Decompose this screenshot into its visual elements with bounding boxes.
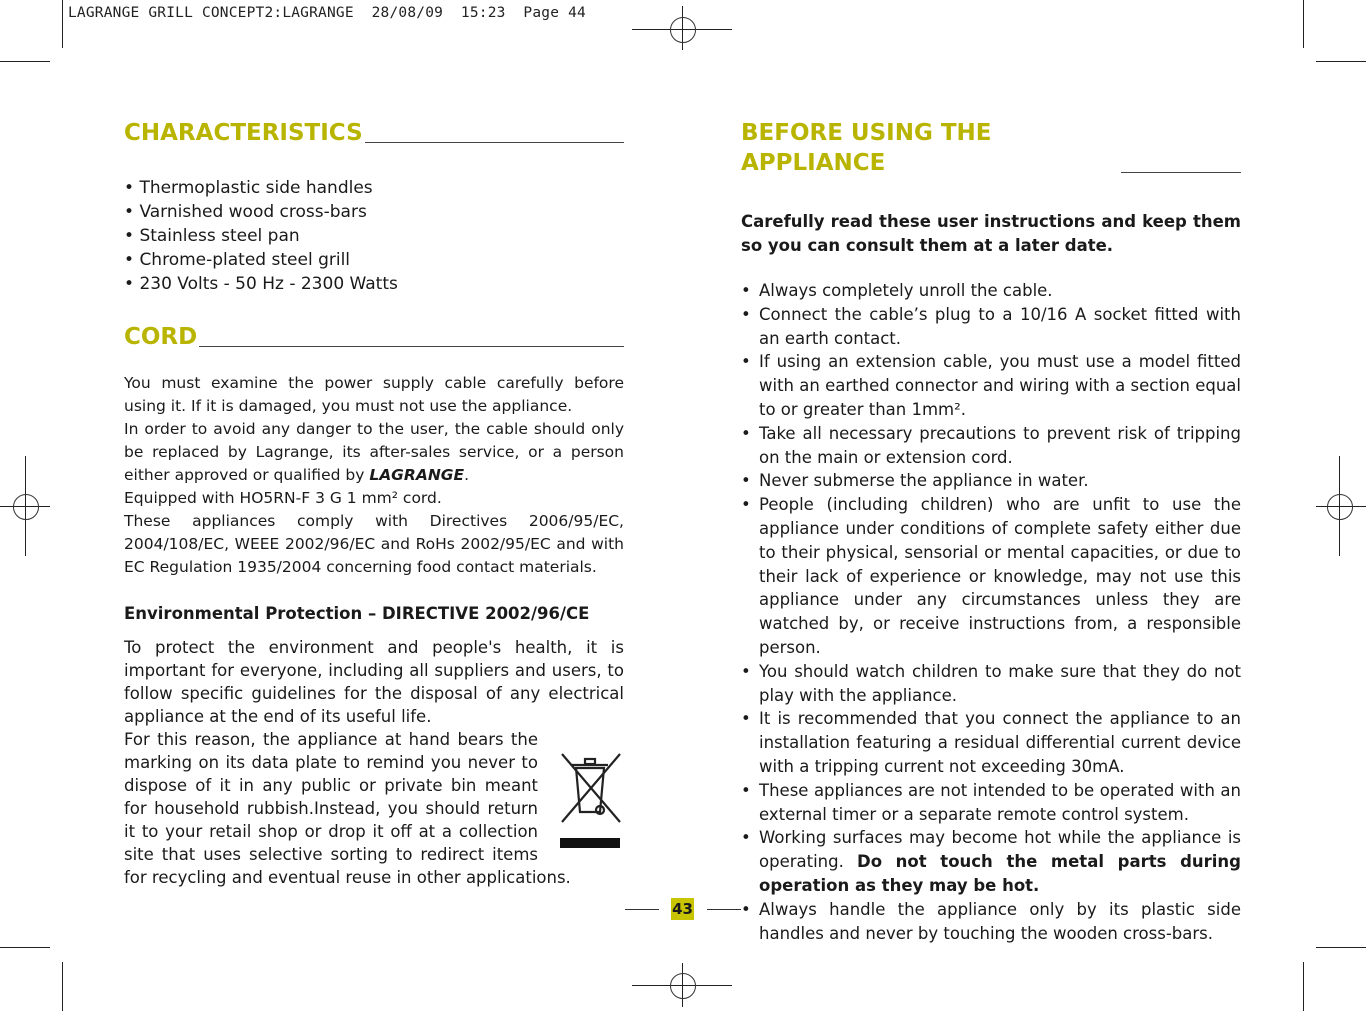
instructions-intro: Carefully read these user instructions and keep them so you can consult them at a later date. bbox=[741, 212, 1241, 255]
cord-text bbox=[124, 372, 624, 579]
safety-item: • Always completely unroll the cable. bbox=[741, 279, 1241, 303]
safety-item: • These appliances are not intended to be operated with an external timer or a separate remote control system. bbox=[741, 779, 1241, 827]
page-number-rule-left bbox=[625, 909, 659, 910]
safety-item-working-surfaces: • Working surfaces may become hot while the appliance is operating. Do not touch the metal parts during operation as they may be hot. bbox=[741, 826, 1241, 897]
safety-item: • People (including children) who are unfit to use the appliance under conditions of complete safety either due to their physical, sensorial or mental capacities, or due to their lack of experience or knowledge, may not use this appliance under any circumstances unless they are watched by, or receive instructions from, a responsible person. bbox=[741, 493, 1241, 660]
safety-instructions-list bbox=[741, 279, 1241, 945]
page-number: 43 bbox=[672, 900, 693, 918]
cord-paragraph: In order to avoid any danger to the user, the cable should only be replaced by Lagrange, its after-sales service, or a person either approved or qualified by LAGRANGE. bbox=[124, 420, 624, 484]
characteristics-list bbox=[124, 176, 624, 296]
cord-paragraph: Equipped with HO5RN-F 3 G 1 mm² cord. bbox=[124, 489, 442, 507]
lagrange-brand: LAGRANGE bbox=[369, 466, 465, 484]
characteristics-heading: CHARACTERISTICS bbox=[124, 118, 624, 148]
safety-item: • It is recommended that you connect the appliance to an installation featuring a residual differential current device with a tripping current not exceeding 30mA. bbox=[741, 707, 1241, 778]
characteristic-item: • 230 Volts - 50 Hz - 2300 Watts bbox=[124, 272, 624, 296]
right-column bbox=[741, 118, 1241, 945]
hot-metal-warning: Do not touch the metal parts during operation as they may be hot. bbox=[759, 852, 1241, 895]
page-number-rule-right bbox=[707, 909, 741, 910]
characteristic-item: • Chrome-plated steel grill bbox=[124, 248, 624, 272]
characteristic-item: • Thermoplastic side handles bbox=[124, 176, 624, 200]
cord-paragraph: These appliances comply with Directives 2006/95/EC, 2004/108/EC, WEEE 2002/96/EC and RoHs 2002/95/EC and with EC Regulation 1935/2004 concerning food contact materials. bbox=[124, 512, 624, 576]
safety-item: • Always handle the appliance only by its plastic side handles and never by touching the wooden cross-bars. bbox=[741, 898, 1241, 946]
cord-heading: CORD bbox=[124, 322, 624, 352]
environment-paragraph: To protect the environment and people's health, it is important for everyone, including all suppliers and users, to follow specific guidelines for the disposal of any electrical appliance at the end of its useful life. bbox=[124, 638, 624, 726]
safety-item: • You should watch children to make sure that they do not play with the appliance. bbox=[741, 660, 1241, 708]
left-column bbox=[124, 118, 624, 889]
environment-paragraph: For this reason, the appliance at hand bears the marking on its data plate to remind you never to dispose of it in any public or private bin meant for household rubbish.Instead, you should return it to your retail shop or drop it off at a collection site that uses selective sorting to redirect items for recycling and eventual reuse in other applications. bbox=[124, 728, 624, 889]
weee-bin-icon bbox=[556, 748, 624, 850]
cord-paragraph: You must examine the power supply cable carefully before using it. If it is damaged, you must not use the appliance. bbox=[124, 374, 624, 415]
characteristic-item: • Varnished wood cross-bars bbox=[124, 200, 624, 224]
print-slug: LAGRANGE GRILL CONCEPT2:LAGRANGE 28/08/09 15:23 Page 44 bbox=[68, 5, 586, 21]
environment-heading: Environmental Protection – DIRECTIVE 2002/96/CE bbox=[124, 604, 590, 623]
safety-item: • Take all necessary precautions to prevent risk of tripping on the main or extension cord. bbox=[741, 422, 1241, 470]
safety-item: • Never submerse the appliance in water. bbox=[741, 469, 1241, 493]
before-using-heading: BEFORE USING THE APPLIANCE bbox=[741, 118, 1241, 178]
characteristic-item: • Stainless steel pan bbox=[124, 224, 624, 248]
safety-item: • If using an extension cable, you must use a model fitted with an earthed connector and wiring with a section equal to or greater than 1mm². bbox=[741, 350, 1241, 421]
safety-item: • Connect the cable’s plug to a 10/16 A socket fitted with an earth contact. bbox=[741, 303, 1241, 351]
